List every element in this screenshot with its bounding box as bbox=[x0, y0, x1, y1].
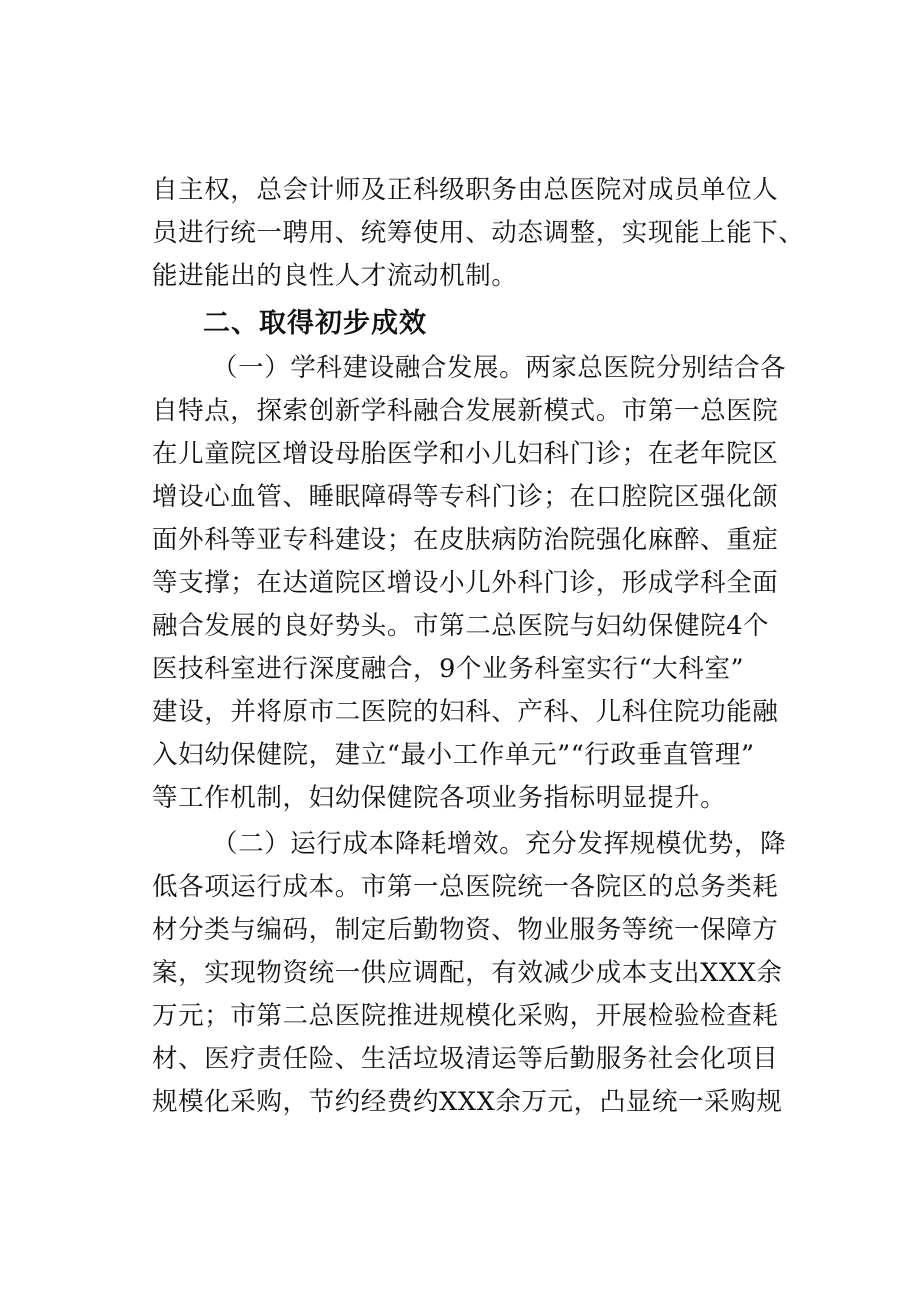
text-line: 能进能出的良性人才流动机制。 bbox=[152, 261, 518, 291]
text-line: 医技科室进行深度融合，9个业务科室实行“大科室” bbox=[152, 654, 745, 684]
section-heading: 二、取得初步成效 bbox=[203, 308, 427, 339]
text-line: 低各项运行成本。市第一总医院统一各院区的总务类耗 bbox=[152, 872, 779, 902]
text-line: 材、医疗责任险、生活垃圾清运等后勤服务社会化项目 bbox=[152, 1044, 779, 1074]
text-line: 员进行统一聘用、统筹使用、动态调整，实现能上能下、 bbox=[152, 218, 805, 248]
text-line: 规模化采购，节约经费约XXX余万元，凸显统一采购规 bbox=[152, 1087, 783, 1117]
text-line: 材分类与编码，制定后勤物资、物业服务等统一保障方 bbox=[152, 915, 779, 945]
text-line: （二）运行成本降耗增效。充分发挥规模优势，降 bbox=[212, 829, 787, 859]
text-line: （一）学科建设融合发展。两家总医院分别结合各 bbox=[212, 353, 787, 383]
text-line: 面外科等亚专科建设；在皮肤病防治院强化麻醉、重症 bbox=[152, 525, 779, 555]
text-line: 建设，并将原市二医院的妇科、产科、儿科住院功能融 bbox=[152, 697, 779, 727]
text-line: 融合发展的良好势头。市第二总医院与妇幼保健院4个 bbox=[152, 611, 770, 641]
text-line: 增设心血管、睡眠障碍等专科门诊；在口腔院区强化颌 bbox=[152, 482, 779, 512]
text-line: 在儿童院区增设母胎医学和小儿妇科门诊；在老年院区 bbox=[152, 439, 779, 469]
text-line: 案，实现物资统一供应调配，有效减少成本支出XXX余 bbox=[152, 958, 783, 988]
text-line: 等工作机制，妇幼保健院各项业务指标明显提升。 bbox=[152, 783, 727, 813]
text-line: 入妇幼保健院，建立“最小工作单元”“行政垂直管理” bbox=[152, 740, 755, 770]
text-line: 等支撑；在达道院区增设小儿外科门诊，形成学科全面 bbox=[152, 568, 779, 598]
text-line: 万元；市第二总医院推进规模化采购，开展检验检查耗 bbox=[152, 1001, 779, 1031]
text-line: 自特点，探索创新学科融合发展新模式。市第一总医院 bbox=[152, 396, 779, 426]
text-line: 自主权，总会计师及正科级职务由总医院对成员单位人 bbox=[152, 175, 779, 205]
